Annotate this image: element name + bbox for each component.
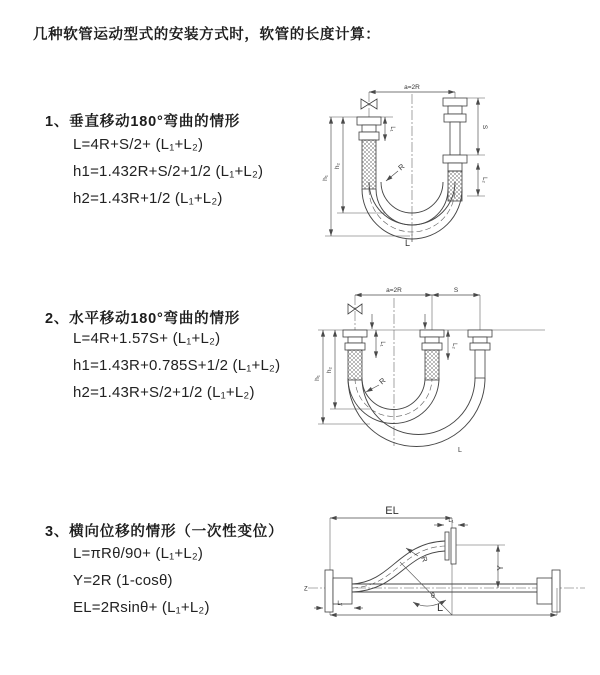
section-2-formula-h1: h1=1.43R+0.785S+1/2 (L₁+L₂) [73,357,281,374]
section-3-formula-Y: Y=2R (1-cosθ) [73,572,173,589]
diagram1-dim-l1 [385,117,395,141]
dim-label-h1: h₁ [322,175,329,181]
diagram-lateral-displacement [300,498,600,653]
diagram2-radius-label [366,376,388,392]
dim-label-s: S [481,124,488,130]
dim-label-r: R [419,555,430,564]
section-3-formula-L: L=πRθ/90+ (L₁+L₂) [73,545,204,562]
section-1-formula-L: L=4R+S/2+ (L₁+L₂) [73,136,204,153]
dim-label-l1-top: L₁ [448,518,454,524]
dim-label-r: R [396,161,407,173]
dim-label-h2: h₂ [334,162,341,170]
dim-label-l1: L₁ [389,126,395,132]
diagram2-dim-l2 [448,330,457,360]
dim-label-y: Y [496,565,505,571]
section-2-formula-h2: h2=1.43R+S/2+1/2 (L₁+L₂) [73,384,255,401]
diagram3-dim-y [496,545,505,588]
dim-label-s: S [453,287,459,294]
diagram1-dim-l2 [467,163,487,196]
dim-label-r: R [377,375,388,387]
dim-label-l: L [436,602,444,614]
dim-label-l1: L₁ [379,341,385,347]
diagram1-left-fitting [357,117,381,189]
diagram3-right-flange [537,570,560,612]
dim-label-a2r: a=2R [386,287,402,294]
dim-label-l2: L₂ [451,343,457,349]
dim-label-l1-bottom: L₁ [337,601,343,607]
diagram2-middle-fitting [420,330,444,380]
section-2-heading: 2、水平移动180°弯曲的情形 [45,311,241,327]
dim-label-l: L [458,447,462,454]
hose-loops [348,375,485,447]
section-3-formula-EL: EL=2Rsinθ+ (L₁+L₂) [73,599,210,616]
diagram3-dim-l1-top [434,518,468,525]
diagram1-radius-label [386,162,407,181]
dim-label-theta: θ [431,593,435,600]
dim-label-a2r: a=2R [404,84,420,91]
diagram3-radius-label [406,548,430,564]
section-2-formula-L: L=4R+1.57S+ (L₁+L₂) [73,330,221,347]
diagram-horizontal-movement [310,278,600,473]
diagram1-right-fitting-lower [443,155,467,201]
diagram1-dim-s [467,98,488,155]
dim-label-l2: L₂ [481,177,487,183]
dim-label-l: L [405,238,411,248]
diagram2-tick-arrows [372,314,425,329]
diagram1-right-fitting-upper [443,98,467,155]
diagram-vertical-movement [315,70,500,255]
dim-label-el: EL [385,505,399,517]
section-3-heading: 3、横向位移的情形（一次性变位） [45,524,284,540]
page-title: 几种软管运动型式的安装方式时，软管的长度计算： [33,27,381,43]
diagram3-dim-l1-bottom [314,601,363,608]
diagram2-dim-l1 [376,330,385,358]
dim-label-h2: h₂ [326,366,333,374]
diagram3-upper-flange [445,528,505,564]
section-1-formula-h2: h2=1.43R+1/2 (L₁+L₂) [73,190,223,207]
diagram2-right-fitting [468,330,492,378]
diagram1-length-label [405,232,412,248]
dim-label-z: Z [304,586,308,593]
diagram3-angle [400,562,452,615]
diagram2-left-fitting [343,330,367,380]
section-1-formula-h1: h1=1.432R+S/2+1/2 (L₁+L₂) [73,163,264,180]
section-1-heading: 1、垂直移动180°弯曲的情形 [45,114,241,130]
diagram2-dim-s [432,287,480,330]
dim-label-h1: h₁ [314,375,321,381]
diagram2-dim-a2r [355,287,432,330]
